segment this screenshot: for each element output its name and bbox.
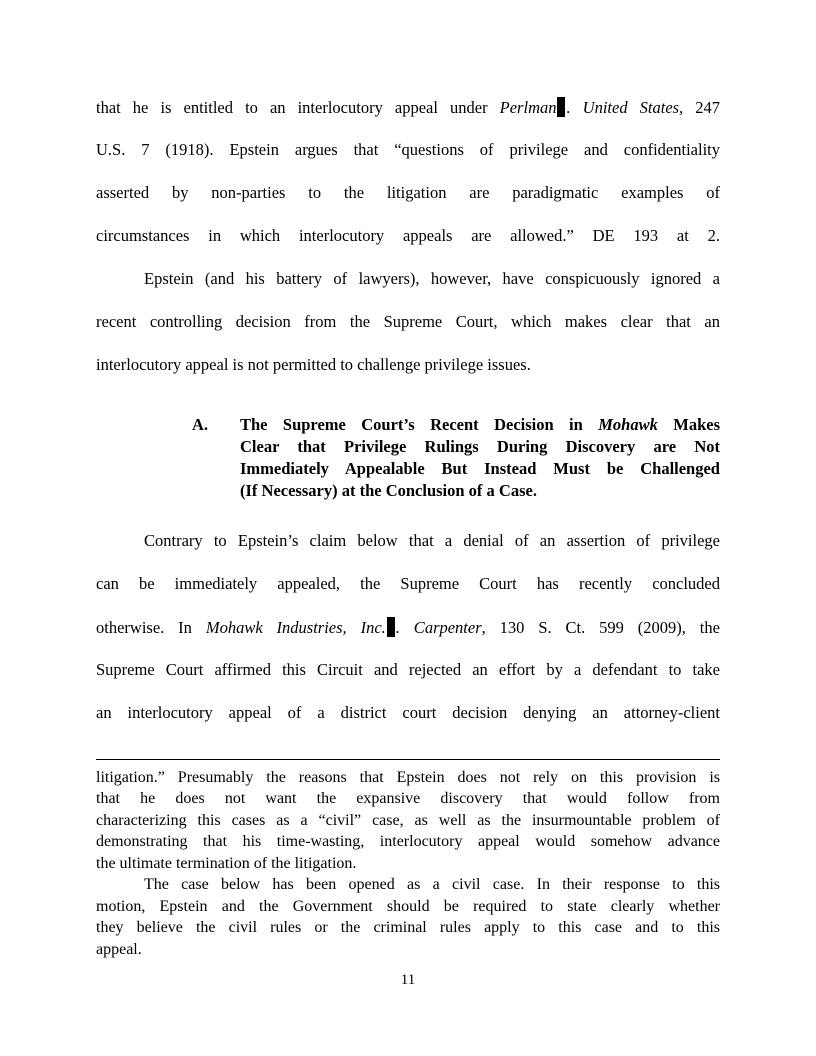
heading-line-2: Clear that Privilege Rulings During Discovery are Not (240, 437, 720, 456)
body2-line-5: an interlocutory appeal of a district court decision denying an attorney-client (96, 703, 720, 722)
heading-line-1: The Supreme Court’s Recent Decision in Mohawk Makes (240, 415, 720, 434)
footnote-line-1: litigation.” Presumably the reasons that Epstein does not rely on this provision is (96, 769, 720, 786)
footnote-line-9: appeal. (96, 941, 142, 958)
footnote-line-4: demonstrating that his time-wasting, interlocutory appeal would somehow advance (96, 833, 720, 850)
footnote-line-3: characterizing this cases as a “civil” case, as well as the insurmountable problem of (96, 812, 720, 829)
footnote-line-2: that he does not want the expansive discovery that would follow from (96, 790, 720, 807)
redaction-mark (557, 97, 565, 117)
body-line-4: circumstances in which interlocutory appeals are allowed.” DE 193 at 2. (96, 226, 720, 245)
page-number: 11 (400, 972, 416, 988)
section-letter: A. (192, 415, 209, 434)
heading-line-4: (If Necessary) at the Conclusion of a Case. (240, 481, 537, 500)
body-line-1: that he is entitled to an interlocutory appeal under Perlman . United States, 247 (96, 98, 721, 117)
body-line-3: asserted by non-parties to the litigation are paradigmatic examples of (96, 183, 720, 202)
heading-line-3: Immediately Appealable But Instead Must be Challenged (240, 459, 720, 478)
footnote-line-7: motion, Epstein and the Government should be required to state clearly whether (96, 898, 720, 915)
footnote-line-5: the ultimate termination of the litigation. (96, 855, 357, 872)
body2-line-2: can be immediately appealed, the Supreme Court has recently concluded (96, 574, 720, 593)
body2-line-4: Supreme Court affirmed this Circuit and rejected an effort by a defendant to take (96, 660, 720, 679)
footnote-line-6: The case below has been opened as a civil case. In their response to this (144, 876, 720, 893)
body-line-7: interlocutory appeal is not permitted to challenge privilege issues. (96, 355, 531, 374)
footnote-separator (96, 759, 720, 760)
footnote-line-8: they believe the civil rules or the criminal rules apply to this case and to this (96, 919, 720, 936)
body-line-5: Epstein (and his battery of lawyers), however, have conspicuously ignored a (144, 269, 720, 288)
body2-line-3: otherwise. In Mohawk Industries, Inc. . Carpenter, 130 S. Ct. 599 (2009), the (96, 618, 720, 637)
section-heading-text (240, 414, 720, 502)
body2-line-1: Contrary to Epstein’s claim below that a denial of an assertion of privilege (144, 531, 720, 550)
redaction-mark (387, 617, 395, 637)
body-line-6: recent controlling decision from the Supreme Court, which makes clear that an (96, 312, 720, 331)
body-line-2: U.S. 7 (1918). Epstein argues that “questions of privilege and confidentiality (96, 140, 720, 159)
